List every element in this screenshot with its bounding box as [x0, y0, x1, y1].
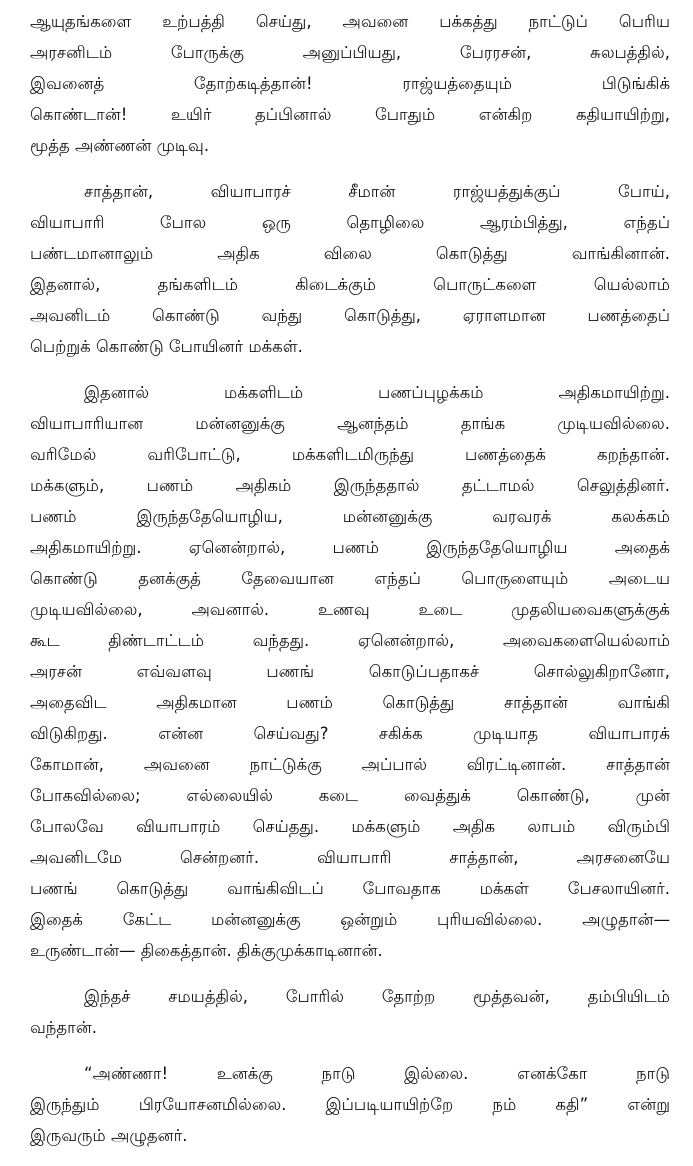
text-line: பணங் கொடுத்து வாங்கிவிடப் போவதாக மக்கள் பேசலாயினர்.: [30, 879, 670, 898]
text-line: பெற்றுக் கொண்டு போயினர் மக்கள்.: [30, 337, 303, 356]
text-line: போலவே வியாபாரம் செய்தது. மக்களும் அதிக லாபம் விரும்பி: [30, 817, 670, 836]
book-page: [30, 6, 670, 1166]
text-line: பணம் இருந்ததேயொழிய, மன்னனுக்கு வரவரக் கலக்கம்: [30, 507, 670, 526]
text-line: இதைக் கேட்ட மன்னனுக்கு ஒன்றும் புரியவில்லை. அழுதான்—: [30, 910, 670, 929]
text-line: இருந்தும் பிரயோசனமில்லை. இப்படியாயிற்றே நம் கதி” என்று: [30, 1095, 670, 1114]
text-line: சாத்தான், வியாபாரச் சீமான் ராஜ்யத்துக்குப் போய்,: [84, 182, 670, 201]
text-line: ஆயுதங்களை உற்பத்தி செய்து, அவனை பக்கத்து நாட்டுப் பெரிய: [30, 12, 670, 31]
text-line: இதனால் மக்களிடம் பணப்புழக்கம் அதிகமாயிற்று.: [84, 383, 670, 402]
text-line: பண்டமானாலும் அதிக விலை கொடுத்து வாங்கினான்.: [30, 244, 670, 263]
paragraph: [30, 1058, 670, 1151]
text-line: கொண்டான்! உயிர் தப்பினால் போதும் என்கிற கதியாயிற்று,: [30, 105, 670, 124]
text-line: இருவரும் அழுதனர்.: [30, 1126, 188, 1145]
text-line: வியாபாரியான மன்னனுக்கு ஆனந்தம் தாங்க முடியவில்லை.: [30, 414, 670, 433]
text-line: வந்தான்.: [30, 1018, 97, 1037]
paragraph: [30, 6, 670, 161]
text-line: கோமான், அவனை நாட்டுக்கு அப்பால் விரட்டினான். சாத்தான்: [30, 755, 670, 774]
text-line: கொண்டு தனக்குத் தேவையான எந்தப் பொருளையும் அடைய: [30, 569, 670, 588]
paragraph: [30, 981, 670, 1043]
text-line: இந்தச் சமயத்தில், போரில் தோற்ற மூத்தவன், தம்பியிடம்: [84, 987, 670, 1006]
text-line: அவனிடமே சென்றனர். வியாபாரி சாத்தான், அரசனையே: [30, 848, 670, 867]
text-line: “அண்ணா! உனக்கு நாடு இல்லை. எனக்கோ நாடு: [84, 1064, 670, 1083]
text-line: மக்களும், பணம் அதிகம் இருந்ததால் தட்டாமல் செலுத்தினர்.: [30, 476, 670, 495]
text-line: அரசன் எவ்வளவு பணங் கொடுப்பதாகச் சொல்லுகிறானோ,: [30, 662, 670, 681]
text-line: வரிமேல் வரிபோட்டு, மக்களிடமிருந்து பணத்தைக் கறந்தான்.: [30, 445, 670, 464]
text-line: மூத்த அண்ணன் முடிவு.: [30, 136, 210, 155]
text-line: வியாபாரி போல ஒரு தொழிலை ஆரம்பித்து, எந்தப்: [30, 213, 670, 232]
text-line: விடுகிறது. என்ன செய்வது? சகிக்க முடியாத வியாபாரக்: [30, 724, 670, 743]
text-line: இவனைத் தோற்கடித்தான்! ராஜ்யத்தையும் பிடுங்கிக்: [30, 74, 670, 93]
text-line: உருண்டான்— திகைத்தான். திக்குமுக்காடினான்.: [30, 941, 383, 960]
text-line: முடியவில்லை, அவனால். உணவு உடை முதலியவைகளுக்குக்: [30, 600, 670, 619]
text-line: அவனிடம் கொண்டு வந்து கொடுத்து, ஏராளமான பணத்தைப்: [30, 306, 670, 325]
paragraph: [30, 176, 670, 362]
text-line: அதிகமாயிற்று. ஏனென்றால், பணம் இருந்ததேயொழிய அதைக்: [30, 538, 670, 557]
text-line: இதனால், தங்களிடம் கிடைக்கும் பொருட்களை யெல்லாம்: [30, 275, 670, 294]
text-line: அரசனிடம் போருக்கு அனுப்பியது, பேரரசன், சுலபத்தில்,: [30, 43, 670, 62]
text-line: கூட திண்டாட்டம் வந்தது. ஏனென்றால், அவைகளையெல்லாம்: [30, 631, 670, 650]
text-line: அதைவிட அதிகமான பணம் கொடுத்து சாத்தான் வாங்கி: [30, 693, 670, 712]
paragraph: [30, 377, 670, 966]
text-line: போகவில்லை; எல்லையில் கடை வைத்துக் கொண்டு, முன்: [30, 786, 670, 805]
